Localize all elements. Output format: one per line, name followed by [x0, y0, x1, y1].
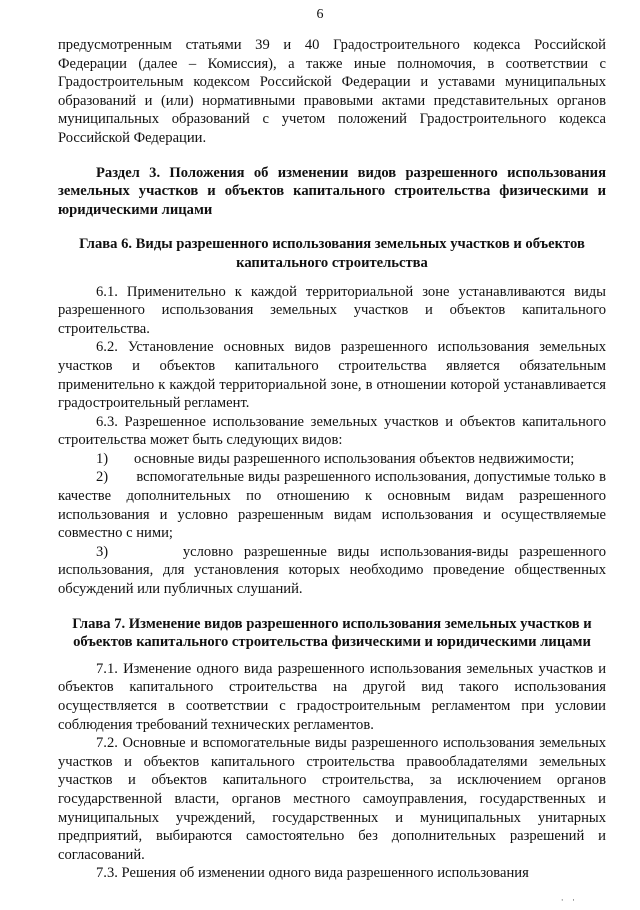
intro-paragraph: предусмотренным статьями 39 и 40 Градостроительного кодекса Российской Федерации (далее – Комиссия), а также иные полномочия, в соответствии с Градостроительным кодексом Российской Федерации и уставами муниципальных образований и (или) нормативными правовыми актами представительных органов муниципальных образований с учетом положений Градостроительного кодекса Российской Федерации. — [58, 37, 606, 146]
list-item-number: 2) — [96, 469, 109, 486]
list-item-number: 3) — [96, 543, 109, 560]
chapter-6-heading: Глава 6. Виды разрешенного использования земельных участков и объектов капитального строительства — [79, 236, 585, 271]
paragraph-7-2: 7.2. Основные и вспомогательные виды разрешенного использования земельных участков и объектов капитального строительства правообладателями земельных участков и объектов капитального строительства, за исключением органов государственной власти, органов местного самоуправления, государственных и муниципальных учреждений, государственных и муниципальных унитарных предприятий, выбираются самостоятельно без дополнительных разрешений и согласований. — [58, 735, 606, 863]
document-body — [58, 36, 606, 883]
paragraph-6-3: 6.3. Разрешенное использование земельных участков и объектов капитального строительства может быть следующих видов: — [58, 413, 606, 449]
paragraph-6-2: 6.2. Установление основных видов разрешенного использования земельных участков и объектов капитального строительства является обязательным применительно к каждой территориальной зоне, в отношении которой устанавливается градостроительный регламент. — [58, 339, 606, 412]
list-item-text: условно разрешенные виды использования-виды разрешенного использования, для установления которых необходимо проведение общественных обсуждений или публичных слушаний. — [58, 543, 606, 598]
paragraph-7-1: 7.1. Изменение одного вида разрешенного использования земельных участков и объектов капитального строительства на другой вид такого использования осуществляется в соответствии с градостроительным регламентом при условии соблюдения требований технических регламентов. — [58, 660, 606, 733]
list-item — [58, 543, 606, 599]
paragraph-6-1: 6.1. Применительно к каждой территориальной зоне устанавливаются виды разрешенного использования земельных участков и объектов капитального строительства. — [58, 283, 606, 337]
list-item-number: 1) — [96, 450, 109, 467]
list-item — [58, 450, 606, 469]
scan-mark: · · — [560, 895, 578, 905]
list-item — [58, 468, 606, 542]
list-item-text: основные виды разрешенного использования объектов недвижимости; — [134, 450, 575, 467]
chapter-7-heading: Глава 7. Изменение видов разрешенного использования земельных участков и объектов капитального строительства физическими и юридическими лицами — [72, 615, 592, 651]
section-3-heading: Раздел 3. Положения об изменении видов разрешенного использования земельных участков и объектов капитального строительства физическими и юридическими лицами — [58, 164, 606, 218]
page-number: 6 — [316, 7, 324, 22]
list-item-text: вспомогательные виды разрешенного использования, допустимые только в качестве дополнительных по отношению к основным видам разрешенного использования и условно разрешенным видам использования и осуществляемые совместно с ними; — [58, 469, 606, 542]
paragraph-7-3: 7.3. Решения об изменении одного вида разрешенного использования — [96, 865, 529, 882]
